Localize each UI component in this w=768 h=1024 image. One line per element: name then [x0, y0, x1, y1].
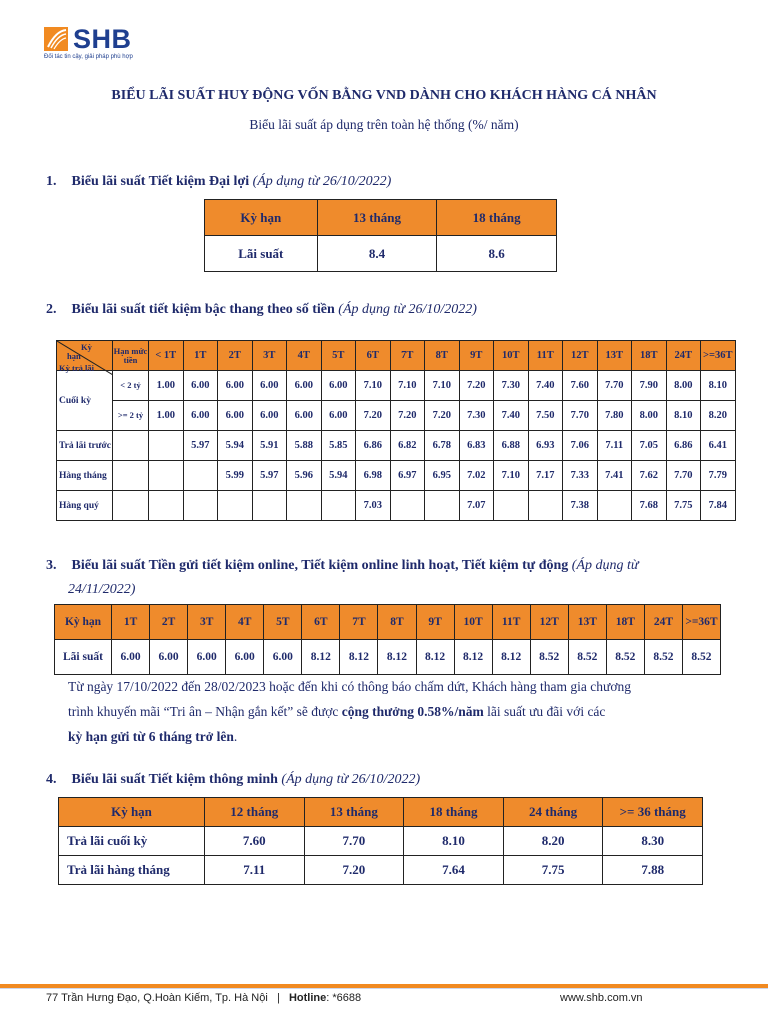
rate-cell: 7.70 [304, 827, 404, 856]
rate-cell: 8.20 [701, 401, 736, 431]
term-header: 2T [218, 341, 253, 371]
rate-cell [390, 491, 425, 521]
term-header: >=36T [701, 341, 736, 371]
rate-cell: 6.41 [701, 431, 736, 461]
rate-cell: 7.75 [503, 856, 603, 885]
tier-cell [113, 491, 149, 521]
row-label: Hàng tháng [57, 461, 113, 491]
page-title: BIỂU LÃI SUẤT HUY ĐỘNG VỐN BẰNG VND DÀNH CHO KHÁCH HÀNG CÁ NHÂN [111, 88, 657, 103]
section-2-heading: 2. Biểu lãi suất tiết kiệm bậc thang theo số tiền (Áp dụng từ 26/10/2022) [46, 302, 477, 317]
rate-cell: 6.00 [252, 401, 287, 431]
rate-cell: 7.17 [528, 461, 563, 491]
shb-logo-icon [44, 27, 68, 51]
smart-savings-rate-table [58, 797, 703, 885]
rate-cell: 8.52 [606, 640, 644, 675]
header-cell: 24 tháng [503, 798, 603, 827]
rate-cell: 8.12 [492, 640, 530, 675]
rate-cell: 8.20 [503, 827, 603, 856]
rate-cell: 8.52 [644, 640, 682, 675]
table-header-row [57, 341, 736, 371]
header-cell: >= 36 tháng [603, 798, 703, 827]
term-header: 4T [287, 341, 322, 371]
rate-cell: 7.10 [356, 371, 391, 401]
rate-cell: 8.00 [632, 401, 667, 431]
rate-cell: 6.00 [226, 640, 264, 675]
rate-cell: 8.10 [666, 401, 701, 431]
rate-cell: 6.00 [218, 401, 253, 431]
rate-cell: 7.20 [390, 401, 425, 431]
rate-cell: 7.79 [701, 461, 736, 491]
header-cell: 11T [492, 605, 530, 640]
rate-cell: 7.20 [304, 856, 404, 885]
section-1-heading: 1. Biểu lãi suất Tiết kiệm Đại lợi (Áp dụng từ 26/10/2022) [46, 174, 392, 189]
rate-cell: 5.94 [321, 461, 356, 491]
logo-tagline: Đối tác tin cậy, giải pháp phù hợp [44, 54, 133, 60]
term-header: 7T [390, 341, 425, 371]
rate-cell: 7.40 [528, 371, 563, 401]
rate-cell: Lãi suất [55, 640, 112, 675]
rate-cell: 8.10 [701, 371, 736, 401]
table-header-row [55, 605, 721, 640]
rate-cell: 8.12 [340, 640, 378, 675]
header-cell: 5T [264, 605, 302, 640]
rate-cell: 7.50 [528, 401, 563, 431]
rate-cell: 7.38 [563, 491, 598, 521]
header-cell: 18 tháng [404, 798, 504, 827]
header-cell: 9T [416, 605, 454, 640]
rate-cell: 7.64 [404, 856, 504, 885]
hotline-value: : *6688 [326, 992, 362, 1004]
term-header: 1T [183, 341, 218, 371]
term-header: 18T [632, 341, 667, 371]
header-cell: 12 tháng [205, 798, 305, 827]
table-header-row [59, 798, 703, 827]
logo-brand: SHB [73, 24, 132, 54]
header-cell: 2T [150, 605, 188, 640]
rate-cell [597, 491, 632, 521]
term-header: 3T [252, 341, 287, 371]
footer-separator: | [276, 992, 280, 1004]
rate-cell: 7.40 [494, 401, 529, 431]
tier-cell [113, 431, 149, 461]
table-row [57, 431, 736, 461]
rate-cell: 8.10 [404, 827, 504, 856]
rate-cell: 7.20 [356, 401, 391, 431]
footer-divider-thin [0, 988, 768, 989]
rate-cell: 7.62 [632, 461, 667, 491]
rate-cell [218, 491, 253, 521]
rate-cell: 5.94 [218, 431, 253, 461]
rate-cell: 6.00 [150, 640, 188, 675]
rate-cell: 7.06 [563, 431, 598, 461]
footer-contact [46, 992, 361, 1004]
term-header: 10T [494, 341, 529, 371]
table-row [57, 491, 736, 521]
header-cell: 8T [378, 605, 416, 640]
rate-cell: 6.86 [356, 431, 391, 461]
rate-cell: 7.80 [597, 401, 632, 431]
rate-cell: 6.95 [425, 461, 460, 491]
section-4-heading: 4. Biểu lãi suất Tiết kiệm thông minh (Áp dụng từ 26/10/2022) [46, 772, 421, 787]
table-row [57, 401, 736, 431]
term-header: 13T [597, 341, 632, 371]
promo-note: Từ ngày 17/10/2022 đến 28/02/2023 hoặc đến khi có thông báo chấm dứt, Khách hàng tham gia chương trình khuyến mãi “Tri ân – Nhận gắn kết” sẽ được cộng thưởng 0.58%/năm lãi suất ưu đãi với các kỳ hạn gửi từ 6 tháng trở lên. [68, 679, 631, 744]
rate-cell [287, 491, 322, 521]
header-cell: 1T [112, 605, 150, 640]
rate-cell: 5.88 [287, 431, 322, 461]
header-cell: 24T [644, 605, 682, 640]
rate-cell: 6.78 [425, 431, 460, 461]
rate-cell: 7.70 [666, 461, 701, 491]
rate-cell: 7.90 [632, 371, 667, 401]
dai-loi-rate-table: Kỳ hạn 13 tháng 18 tháng Lãi suất 8.4 8.6 [204, 199, 557, 272]
rate-cell [494, 491, 529, 521]
header-cell: 12T [530, 605, 568, 640]
rate-cell: 6.00 [321, 371, 356, 401]
rate-cell: 7.10 [494, 461, 529, 491]
rate-cell: 6.93 [528, 431, 563, 461]
term-header: 12T [563, 341, 598, 371]
rate-cell [183, 461, 218, 491]
rate-cell: 7.60 [205, 827, 305, 856]
rate-cell: 7.33 [563, 461, 598, 491]
rate-cell: 7.88 [603, 856, 703, 885]
rate-cell: 7.70 [597, 371, 632, 401]
header-cell: 3T [188, 605, 226, 640]
tier-header: Hạn mức tiền [113, 341, 149, 371]
rate-cell [149, 491, 184, 521]
rate-cell: 5.99 [218, 461, 253, 491]
row-label: Trả lãi cuối kỳ [59, 827, 205, 856]
rate-cell: 6.00 [252, 371, 287, 401]
header-cell: 18T [606, 605, 644, 640]
table-row [59, 856, 703, 885]
rate-cell: 7.68 [632, 491, 667, 521]
rate-cell: 7.20 [425, 401, 460, 431]
rate-cell: 5.91 [252, 431, 287, 461]
shb-logo [44, 26, 133, 60]
rate-cell: 6.88 [494, 431, 529, 461]
header-cell: >=36T [682, 605, 720, 640]
rate-cell [183, 491, 218, 521]
table-row [59, 827, 703, 856]
rate-cell: 6.00 [112, 640, 150, 675]
rate-cell: 1.00 [149, 371, 184, 401]
rate-cell: 5.85 [321, 431, 356, 461]
rate-cell: 8.52 [530, 640, 568, 675]
rate-cell [252, 491, 287, 521]
rate-cell: 7.10 [390, 371, 425, 401]
rate-cell: 8.52 [682, 640, 720, 675]
rate-cell: 7.70 [563, 401, 598, 431]
row-label: Trả lãi hàng tháng [59, 856, 205, 885]
term-header: 8T [425, 341, 460, 371]
rate-cell: 6.00 [218, 371, 253, 401]
row-label: Trả lãi trước [57, 431, 113, 461]
tiered-savings-rate-table [56, 340, 736, 521]
term-header: 11T [528, 341, 563, 371]
rate-cell: 7.10 [425, 371, 460, 401]
rate-cell: 7.20 [459, 371, 494, 401]
rate-cell: 5.97 [252, 461, 287, 491]
rate-cell: 6.86 [666, 431, 701, 461]
rate-cell: 7.30 [459, 401, 494, 431]
rate-cell [321, 491, 356, 521]
rate-cell: 7.60 [563, 371, 598, 401]
rate-cell: 7.07 [459, 491, 494, 521]
rate-cell: 6.00 [183, 401, 218, 431]
tier-cell [113, 461, 149, 491]
term-header: 9T [459, 341, 494, 371]
rate-cell: 7.03 [356, 491, 391, 521]
footer-website: www.shb.com.vn [560, 992, 643, 1004]
rate-cell: 7.05 [632, 431, 667, 461]
rate-cell: 6.82 [390, 431, 425, 461]
tier-cell: < 2 tỷ [113, 371, 149, 401]
rate-cell: 6.00 [287, 371, 322, 401]
rate-cell: 7.75 [666, 491, 701, 521]
term-header: 6T [356, 341, 391, 371]
rate-cell: 7.11 [205, 856, 305, 885]
corner-label: Kỳ [81, 342, 92, 352]
rate-cell: 6.00 [188, 640, 226, 675]
header-cell: Kỳ hạn [55, 605, 112, 640]
rate-cell: 7.84 [701, 491, 736, 521]
rate-cell: 7.11 [597, 431, 632, 461]
header-cell: 10T [454, 605, 492, 640]
row-label: Hàng quý [57, 491, 113, 521]
rate-cell: 8.12 [302, 640, 340, 675]
corner-label: hạn [67, 351, 81, 361]
term-header: 5T [321, 341, 356, 371]
table-row [55, 640, 721, 675]
rate-cell [149, 461, 184, 491]
rate-cell [425, 491, 460, 521]
rate-cell: 5.97 [183, 431, 218, 461]
rate-cell [149, 431, 184, 461]
rate-cell: 7.02 [459, 461, 494, 491]
term-header: 24T [666, 341, 701, 371]
rate-cell: 6.00 [287, 401, 322, 431]
rate-cell: 6.00 [321, 401, 356, 431]
corner-cell [57, 341, 113, 371]
rate-cell: 5.96 [287, 461, 322, 491]
rate-cell: 8.00 [666, 371, 701, 401]
rate-cell [528, 491, 563, 521]
tier-cell: >= 2 tỷ [113, 401, 149, 431]
rate-cell: 6.00 [183, 371, 218, 401]
rate-cell: 1.00 [149, 401, 184, 431]
rate-cell: 7.41 [597, 461, 632, 491]
rate-cell: 8.12 [416, 640, 454, 675]
hotline-label: Hotline [288, 992, 327, 1004]
header-cell: 6T [302, 605, 340, 640]
section-3-heading: 3. Biểu lãi suất Tiền gửi tiết kiệm online, Tiết kiệm online linh hoạt, Tiết kiệm tự động (Áp dụng từ 24/11/2022) [46, 558, 639, 597]
header-cell: 7T [340, 605, 378, 640]
term-header: < 1T [149, 341, 184, 371]
rate-cell: 8.12 [378, 640, 416, 675]
corner-label: Kỳ trả lãi [59, 363, 94, 373]
page-subtitle: Biểu lãi suất áp dụng trên toàn hệ thống (%/ năm) [249, 117, 519, 132]
header-cell: 13T [568, 605, 606, 640]
table-row [57, 461, 736, 491]
header-cell: 4T [226, 605, 264, 640]
rate-cell: 7.30 [494, 371, 529, 401]
rate-cell: 6.98 [356, 461, 391, 491]
rate-cell: 6.00 [264, 640, 302, 675]
online-savings-rate-table [54, 604, 721, 675]
rate-cell: 8.30 [603, 827, 703, 856]
table-row [57, 371, 736, 401]
row-label: Cuối kỳ [57, 371, 113, 431]
header-cell: 13 tháng [304, 798, 404, 827]
rate-cell: 8.12 [454, 640, 492, 675]
header-cell: Kỳ hạn [59, 798, 205, 827]
rate-cell: 8.52 [568, 640, 606, 675]
footer-address: 77 Trần Hưng Đạo, Q.Hoàn Kiếm, Tp. Hà Nội [46, 992, 268, 1004]
rate-cell: 6.97 [390, 461, 425, 491]
rate-cell: 6.83 [459, 431, 494, 461]
